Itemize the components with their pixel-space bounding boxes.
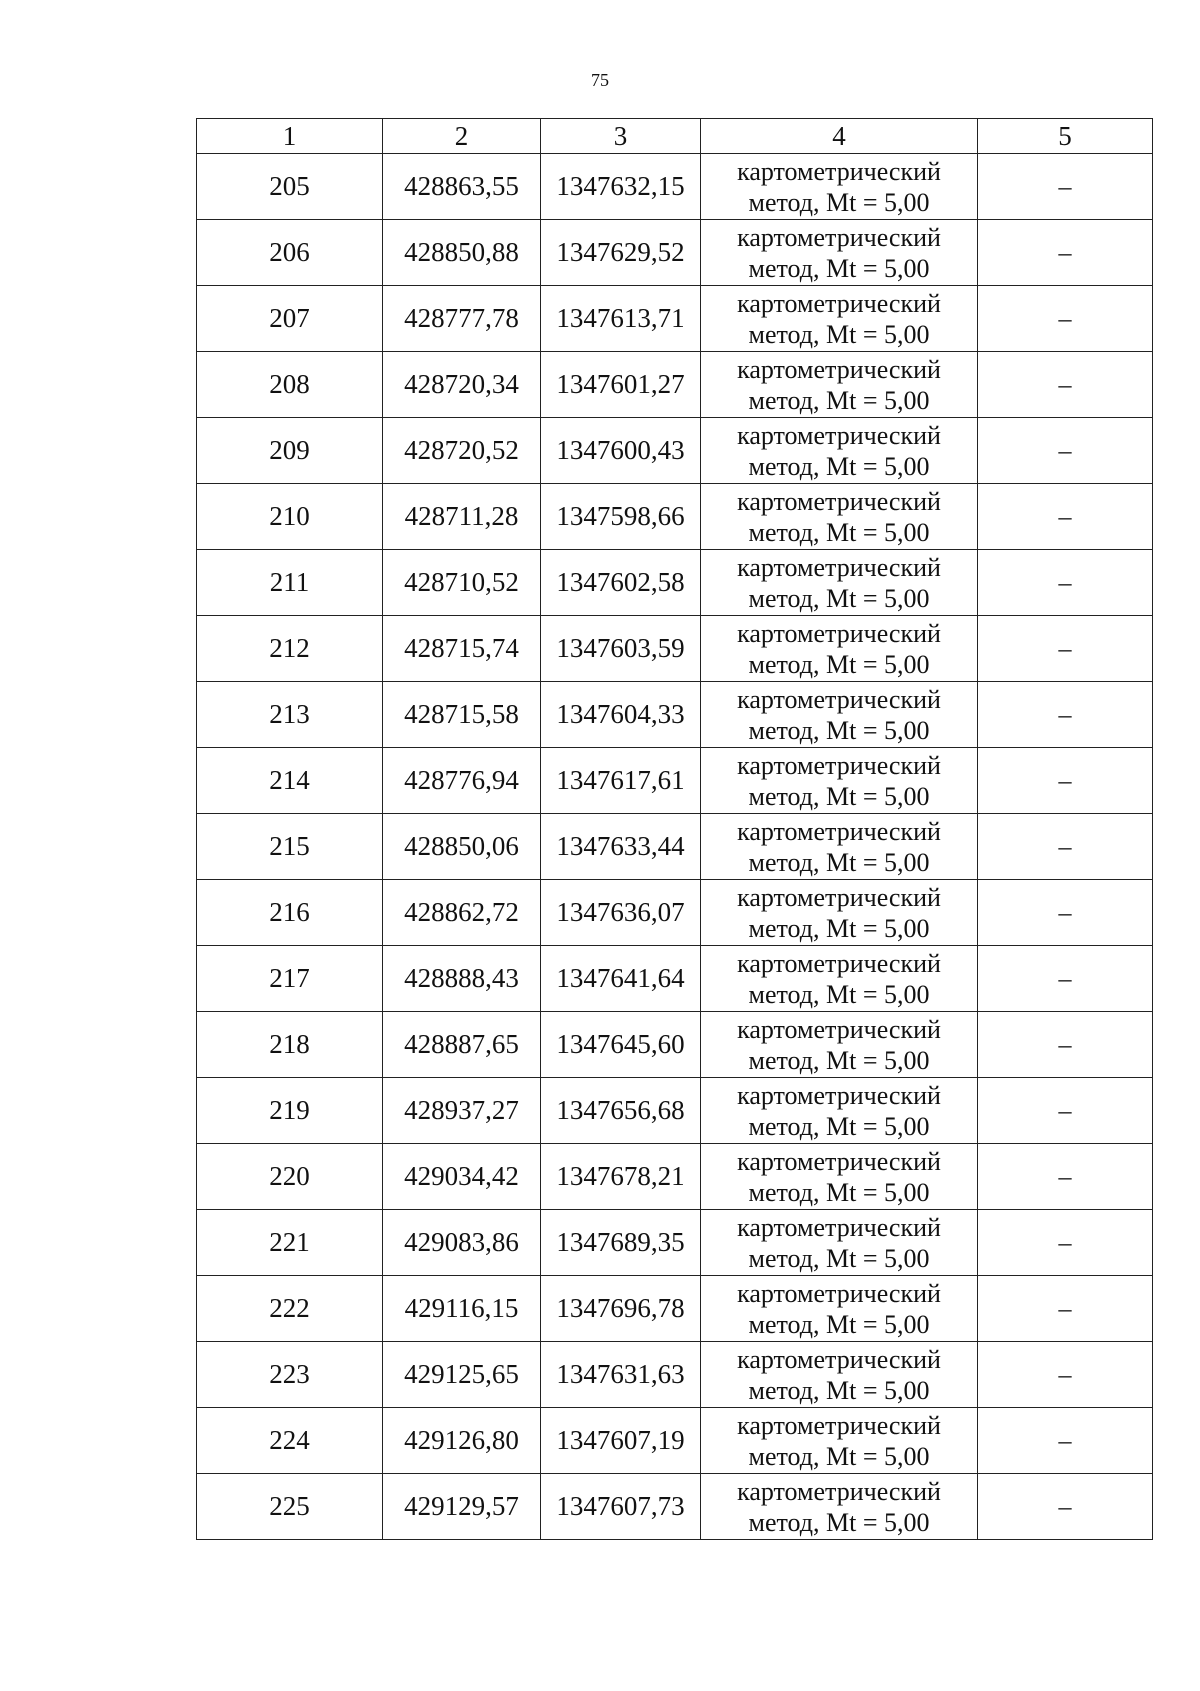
- note-cell: –: [978, 682, 1153, 748]
- y-coordinate-cell: 1347632,15: [541, 154, 701, 220]
- y-coordinate-cell: 1347607,19: [541, 1408, 701, 1474]
- method-cell: [701, 1012, 978, 1078]
- method-cell: [701, 682, 978, 748]
- point-number-cell: 219: [197, 1078, 383, 1144]
- method-line-2: метод, Mt = 5,00: [748, 1507, 930, 1537]
- table-row: [197, 1012, 1153, 1078]
- x-coordinate-cell: 428720,34: [383, 352, 541, 418]
- method-cell: [701, 352, 978, 418]
- method-cell: [701, 880, 978, 946]
- note-cell: –: [978, 880, 1153, 946]
- method-cell: [701, 814, 978, 880]
- note-cell: –: [978, 220, 1153, 286]
- method-line-1: картометрический: [737, 882, 941, 912]
- y-coordinate-cell: 1347613,71: [541, 286, 701, 352]
- method-cell: [701, 1210, 978, 1276]
- header-cell-5: 5: [978, 119, 1153, 154]
- method-cell: [701, 286, 978, 352]
- y-coordinate-cell: 1347633,44: [541, 814, 701, 880]
- table-row: [197, 484, 1153, 550]
- method-line-2: метод, Mt = 5,00: [748, 649, 930, 679]
- table-row: [197, 1144, 1153, 1210]
- point-number-cell: 223: [197, 1342, 383, 1408]
- table-row: [197, 748, 1153, 814]
- method-cell: [701, 1408, 978, 1474]
- table-row: [197, 154, 1153, 220]
- table-row: [197, 1474, 1153, 1540]
- method-line-1: картометрический: [737, 354, 941, 384]
- method-line-2: метод, Mt = 5,00: [748, 1177, 930, 1207]
- point-number-cell: 209: [197, 418, 383, 484]
- point-number-cell: 214: [197, 748, 383, 814]
- note-cell: –: [978, 1342, 1153, 1408]
- note-cell: –: [978, 1474, 1153, 1540]
- method-line-1: картометрический: [737, 1146, 941, 1176]
- point-number-cell: 224: [197, 1408, 383, 1474]
- method-line-2: метод, Mt = 5,00: [748, 1243, 930, 1273]
- table-row: [197, 814, 1153, 880]
- x-coordinate-cell: 429034,42: [383, 1144, 541, 1210]
- page-number: 75: [591, 70, 609, 90]
- table-row: [197, 352, 1153, 418]
- y-coordinate-cell: 1347607,73: [541, 1474, 701, 1540]
- note-cell: –: [978, 814, 1153, 880]
- note-cell: –: [978, 1012, 1153, 1078]
- method-line-2: метод, Mt = 5,00: [748, 715, 930, 745]
- method-line-1: картометрический: [737, 1476, 941, 1506]
- y-coordinate-cell: 1347603,59: [541, 616, 701, 682]
- header-cell-2: 2: [383, 119, 541, 154]
- table-header: [197, 119, 1153, 154]
- method-line-2: метод, Mt = 5,00: [748, 319, 930, 349]
- method-cell: [701, 418, 978, 484]
- method-line-1: картометрический: [737, 486, 941, 516]
- method-cell: [701, 484, 978, 550]
- point-number-cell: 213: [197, 682, 383, 748]
- method-cell: [701, 1342, 978, 1408]
- note-cell: –: [978, 1078, 1153, 1144]
- point-number-cell: 221: [197, 1210, 383, 1276]
- x-coordinate-cell: 429125,65: [383, 1342, 541, 1408]
- x-coordinate-cell: 428937,27: [383, 1078, 541, 1144]
- table-row: [197, 220, 1153, 286]
- method-line-1: картометрический: [737, 750, 941, 780]
- method-line-1: картометрический: [737, 1212, 941, 1242]
- note-cell: –: [978, 352, 1153, 418]
- y-coordinate-cell: 1347601,27: [541, 352, 701, 418]
- method-line-1: картометрический: [737, 420, 941, 450]
- point-number-cell: 205: [197, 154, 383, 220]
- x-coordinate-cell: 428777,78: [383, 286, 541, 352]
- x-coordinate-cell: 428710,52: [383, 550, 541, 616]
- x-coordinate-cell: 428862,72: [383, 880, 541, 946]
- table-row: [197, 1342, 1153, 1408]
- method-line-1: картометрический: [737, 222, 941, 252]
- note-cell: –: [978, 616, 1153, 682]
- y-coordinate-cell: 1347600,43: [541, 418, 701, 484]
- header-cell-1: 1: [197, 119, 383, 154]
- y-coordinate-cell: 1347636,07: [541, 880, 701, 946]
- point-number-cell: 208: [197, 352, 383, 418]
- point-number-cell: 218: [197, 1012, 383, 1078]
- y-coordinate-cell: 1347598,66: [541, 484, 701, 550]
- method-cell: [701, 1474, 978, 1540]
- method-cell: [701, 1078, 978, 1144]
- method-cell: [701, 1276, 978, 1342]
- y-coordinate-cell: 1347604,33: [541, 682, 701, 748]
- y-coordinate-cell: 1347696,78: [541, 1276, 701, 1342]
- method-line-1: картометрический: [737, 1278, 941, 1308]
- note-cell: –: [978, 550, 1153, 616]
- method-line-2: метод, Mt = 5,00: [748, 1441, 930, 1471]
- table-row: [197, 1210, 1153, 1276]
- y-coordinate-cell: 1347645,60: [541, 1012, 701, 1078]
- x-coordinate-cell: 429083,86: [383, 1210, 541, 1276]
- method-cell: [701, 748, 978, 814]
- method-line-1: картометрический: [737, 156, 941, 186]
- y-coordinate-cell: 1347689,35: [541, 1210, 701, 1276]
- method-line-2: метод, Mt = 5,00: [748, 451, 930, 481]
- method-line-1: картометрический: [737, 1080, 941, 1110]
- x-coordinate-cell: 429126,80: [383, 1408, 541, 1474]
- y-coordinate-cell: 1347602,58: [541, 550, 701, 616]
- point-number-cell: 211: [197, 550, 383, 616]
- coordinates-table: [196, 118, 1153, 1540]
- method-line-1: картометрический: [737, 618, 941, 648]
- method-line-2: метод, Mt = 5,00: [748, 1375, 930, 1405]
- note-cell: –: [978, 286, 1153, 352]
- table-row: [197, 682, 1153, 748]
- note-cell: –: [978, 418, 1153, 484]
- method-cell: [701, 154, 978, 220]
- table-row: [197, 418, 1153, 484]
- y-coordinate-cell: 1347629,52: [541, 220, 701, 286]
- method-line-2: метод, Mt = 5,00: [748, 847, 930, 877]
- x-coordinate-cell: 428850,06: [383, 814, 541, 880]
- table-row: [197, 1408, 1153, 1474]
- x-coordinate-cell: 429116,15: [383, 1276, 541, 1342]
- table-row: [197, 550, 1153, 616]
- method-line-1: картометрический: [737, 1410, 941, 1440]
- method-line-2: метод, Mt = 5,00: [748, 187, 930, 217]
- table-row: [197, 1276, 1153, 1342]
- point-number-cell: 222: [197, 1276, 383, 1342]
- x-coordinate-cell: 429129,57: [383, 1474, 541, 1540]
- table-body: [197, 154, 1153, 1540]
- y-coordinate-cell: 1347617,61: [541, 748, 701, 814]
- method-line-1: картометрический: [737, 684, 941, 714]
- method-line-2: метод, Mt = 5,00: [748, 1045, 930, 1075]
- method-line-2: метод, Mt = 5,00: [748, 253, 930, 283]
- note-cell: –: [978, 946, 1153, 1012]
- y-coordinate-cell: 1347641,64: [541, 946, 701, 1012]
- x-coordinate-cell: 428715,58: [383, 682, 541, 748]
- note-cell: –: [978, 484, 1153, 550]
- x-coordinate-cell: 428850,88: [383, 220, 541, 286]
- header-cell-3: 3: [541, 119, 701, 154]
- table-row: [197, 946, 1153, 1012]
- point-number-cell: 210: [197, 484, 383, 550]
- point-number-cell: 216: [197, 880, 383, 946]
- x-coordinate-cell: 428863,55: [383, 154, 541, 220]
- x-coordinate-cell: 428888,43: [383, 946, 541, 1012]
- table-row: [197, 1078, 1153, 1144]
- x-coordinate-cell: 428887,65: [383, 1012, 541, 1078]
- note-cell: –: [978, 1210, 1153, 1276]
- method-line-1: картометрический: [737, 552, 941, 582]
- point-number-cell: 225: [197, 1474, 383, 1540]
- method-line-2: метод, Mt = 5,00: [748, 781, 930, 811]
- header-row: [197, 119, 1153, 154]
- method-line-2: метод, Mt = 5,00: [748, 583, 930, 613]
- method-line-1: картометрический: [737, 816, 941, 846]
- x-coordinate-cell: 428776,94: [383, 748, 541, 814]
- y-coordinate-cell: 1347656,68: [541, 1078, 701, 1144]
- point-number-cell: 206: [197, 220, 383, 286]
- method-line-1: картометрический: [737, 288, 941, 318]
- method-cell: [701, 1144, 978, 1210]
- method-cell: [701, 946, 978, 1012]
- method-line-1: картометрический: [737, 948, 941, 978]
- x-coordinate-cell: 428711,28: [383, 484, 541, 550]
- point-number-cell: 220: [197, 1144, 383, 1210]
- method-line-2: метод, Mt = 5,00: [748, 517, 930, 547]
- method-cell: [701, 616, 978, 682]
- method-line-2: метод, Mt = 5,00: [748, 979, 930, 1009]
- note-cell: –: [978, 1408, 1153, 1474]
- method-cell: [701, 220, 978, 286]
- note-cell: –: [978, 1144, 1153, 1210]
- point-number-cell: 215: [197, 814, 383, 880]
- note-cell: –: [978, 154, 1153, 220]
- table-row: [197, 880, 1153, 946]
- note-cell: –: [978, 1276, 1153, 1342]
- point-number-cell: 212: [197, 616, 383, 682]
- point-number-cell: 217: [197, 946, 383, 1012]
- table-row: [197, 286, 1153, 352]
- method-line-1: картометрический: [737, 1014, 941, 1044]
- method-line-2: метод, Mt = 5,00: [748, 1111, 930, 1141]
- method-line-2: метод, Mt = 5,00: [748, 913, 930, 943]
- method-cell: [701, 550, 978, 616]
- method-line-2: метод, Mt = 5,00: [748, 385, 930, 415]
- x-coordinate-cell: 428720,52: [383, 418, 541, 484]
- x-coordinate-cell: 428715,74: [383, 616, 541, 682]
- y-coordinate-cell: 1347631,63: [541, 1342, 701, 1408]
- point-number-cell: 207: [197, 286, 383, 352]
- method-line-2: метод, Mt = 5,00: [748, 1309, 930, 1339]
- table-row: [197, 616, 1153, 682]
- method-line-1: картометрический: [737, 1344, 941, 1374]
- note-cell: –: [978, 748, 1153, 814]
- header-cell-4: 4: [701, 119, 978, 154]
- y-coordinate-cell: 1347678,21: [541, 1144, 701, 1210]
